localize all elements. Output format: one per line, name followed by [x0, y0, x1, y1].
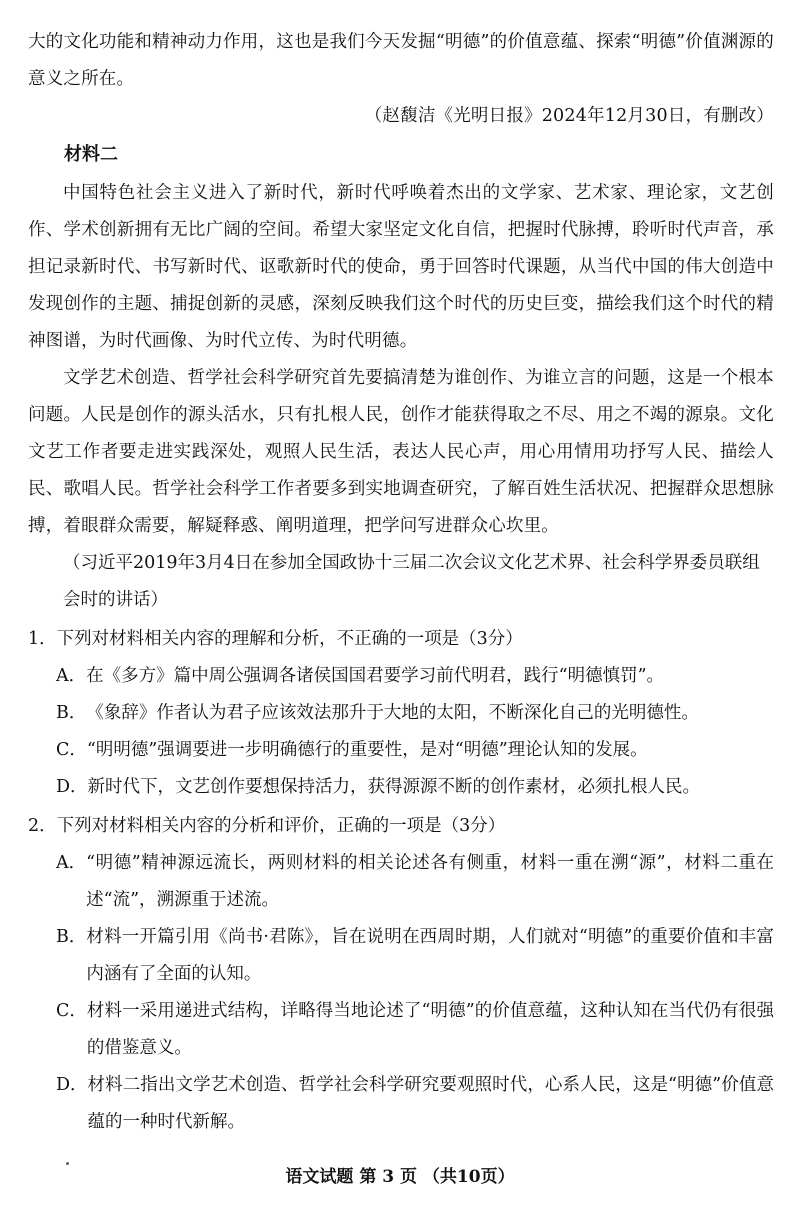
option-text: 材料二指出文学艺术创造、哲学社会科学研究要观照时代，心系人民，这是“明德”价值意蕴的一种时代新解。 — [87, 1075, 774, 1132]
question-1-option-a — [56, 658, 774, 695]
material2-paragraph-1: 中国特色社会主义进入了新时代，新时代呼唤着杰出的文学家、艺术家、理论家，文艺创作、学术创新拥有无比广阔的空间。希望大家坚定文化自信，把握时代脉搏，聆听时代声音，承担记录新时代、书写新时代、讴歌新时代的使命，勇于回答时代课题，从当代中国的伟大创造中发现创作的主题、捕捉创新的灵感，深刻反映我们这个时代的历史巨变，描绘我们这个时代的精神图谱，为时代画像、为时代立传、为时代明德。 — [28, 183, 774, 351]
question-1-option-d — [56, 769, 774, 806]
question-2-options — [28, 845, 774, 1141]
question-1-stem: 1．下列对材料相关内容的理解和分析，不正确的一项是（3分） — [28, 629, 523, 649]
question-2-option-b — [56, 919, 774, 993]
option-text: 材料一开篇引用《尚书·君陈》，旨在说明在西周时期，人们就对“明德”的重要价值和丰富内涵有了全面的认知。 — [86, 927, 774, 984]
question-1-option-c — [56, 732, 774, 769]
material2-source: （习近平2019年3月4日在参加全国政协十三届二次会议文化艺术界、社会科学界委员联组会时的讲话） — [63, 553, 760, 610]
option-label: D． — [56, 777, 88, 797]
option-label: D． — [56, 1075, 88, 1095]
option-text: 新时代下，文艺创作要想保持活力，获得源源不断的创作素材，必须扎根人民。 — [87, 777, 701, 797]
material2-paragraph-2: 文学艺术创造、哲学社会科学研究首先要搞清楚为谁创作、为谁立言的问题，这是一个根本问题。人民是创作的源头活水，只有扎根人民，创作才能获得取之不尽、用之不竭的源泉。文化文艺工作者要走进实践深处，观照人民生活，表达人民心声，用心用情用功抒写人民、描绘人民、歌唱人民。哲学社会科学工作者要多到实地调查研究，了解百姓生活状况、把握群众思想脉搏，着眼群众需要，解疑释惑、阐明道理，把学问写进群众心坎里。 — [28, 368, 774, 536]
option-label: B． — [56, 703, 87, 723]
option-label: C． — [56, 740, 87, 760]
question-1-options — [28, 658, 774, 806]
page-footer: 语文试题 第 3 页 （共10页） — [285, 1167, 515, 1187]
material1-tail-text: 大的文化功能和精神动力作用，这也是我们今天发掘“明德”的价值意蕴、探索“明德”价值渊源的意义之所在。 — [28, 32, 774, 89]
question-1-option-b — [56, 695, 774, 732]
option-text: “明明德”强调要进一步明确德行的重要性，是对“明德”理论认知的发展。 — [86, 740, 648, 760]
exam-page — [28, 24, 774, 1141]
option-text: 材料一采用递进式结构，详略得当地论述了“明德”的价值意蕴，这种认知在当代仍有很强的借鉴意义。 — [86, 1001, 774, 1058]
material2-heading: 材料二 — [64, 144, 118, 165]
question-2-stem: 2．下列对材料相关内容的分析和评价，正确的一项是（3分） — [28, 816, 506, 836]
option-text: “明德”精神源远流长，两则材料的相关论述各有侧重，材料一重在溯“源”，材料二重在述“流”，溯源重于述流。 — [86, 853, 774, 910]
question-2-option-d — [56, 1067, 774, 1141]
question-2-option-c — [56, 993, 774, 1067]
option-label: A． — [56, 666, 87, 686]
material1-source: （赵馥洁《光明日报》2024年12月30日，有删改） — [364, 106, 774, 126]
question-2 — [28, 808, 774, 1141]
option-label: B． — [56, 927, 87, 947]
question-2-option-a — [56, 845, 774, 919]
question-1 — [28, 621, 774, 806]
option-label: C． — [56, 1001, 87, 1021]
option-label: A． — [56, 853, 87, 873]
option-text: 在《多方》篇中周公强调各诸侯国国君要学习前代明君，践行“明德慎罚”。 — [86, 666, 665, 686]
option-text: 《象辞》作者认为君子应该效法那升于大地的太阳，不断深化自己的光明德性。 — [86, 703, 699, 723]
